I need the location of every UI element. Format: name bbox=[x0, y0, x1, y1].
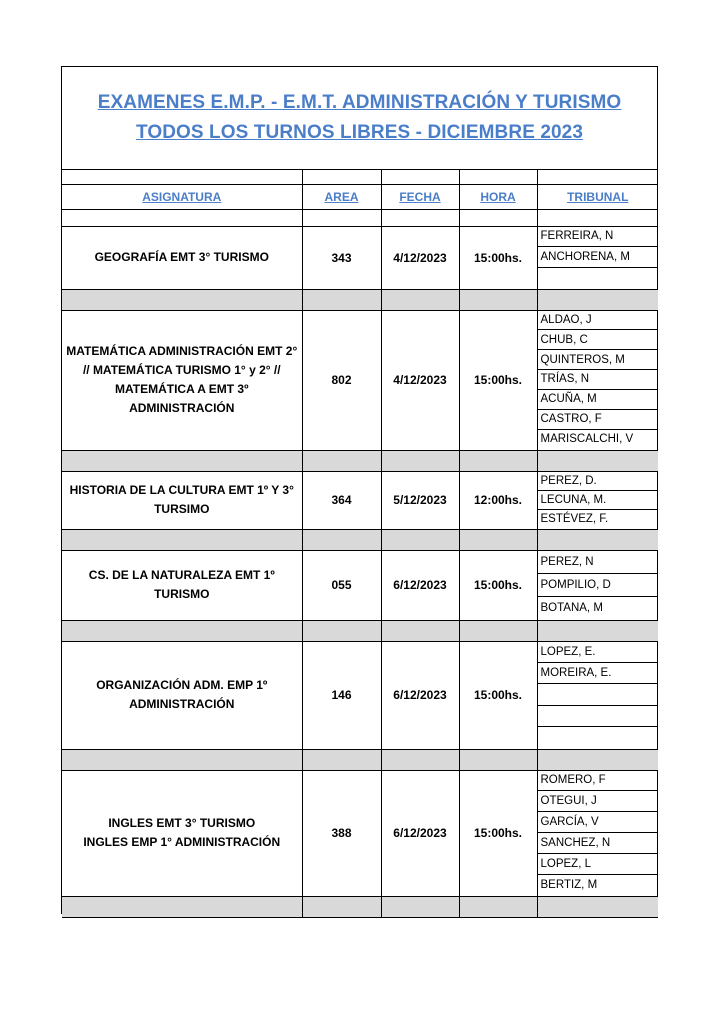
exam-time: 15:00hs. bbox=[459, 310, 537, 450]
exam-time: 15:00hs. bbox=[459, 641, 537, 749]
exam-time: 15:00hs. bbox=[459, 226, 537, 289]
separator-row bbox=[62, 620, 658, 641]
tribunal-member: QUINTEROS, M bbox=[538, 350, 659, 370]
exam-subject: CS. DE LA NATURALEZA EMT 1º TURISMO bbox=[62, 550, 302, 620]
tribunal-member bbox=[538, 727, 659, 748]
exam-area: 055 bbox=[302, 550, 381, 620]
exam-subject: MATEMÁTICA ADMINISTRACIÓN EMT 2° // MATEMÁTICA TURISMO 1° y 2° // MATEMÁTICA A EMT 3º ADMINISTRACIÓN bbox=[62, 310, 302, 450]
exam-time: 15:00hs. bbox=[459, 770, 537, 896]
exam-date: 6/12/2023 bbox=[381, 641, 459, 749]
header-area: AREA bbox=[302, 184, 381, 209]
tribunal-member: ROMERO, F bbox=[538, 771, 659, 792]
spacer-row bbox=[62, 209, 658, 226]
tribunal-member: BERTIZ, M bbox=[540, 879, 598, 892]
separator-row bbox=[62, 529, 658, 550]
tribunal-cell bbox=[537, 471, 658, 529]
tribunal-member: POMPILIO, D bbox=[538, 574, 659, 597]
tribunal-member bbox=[538, 684, 659, 705]
tribunal-member: LOPEZ, E. bbox=[538, 642, 659, 663]
exam-subject: GEOGRAFÍA EMT 3° TURISMO bbox=[62, 226, 302, 289]
exam-date: 4/12/2023 bbox=[381, 310, 459, 450]
tribunal-member: PEREZ, D. bbox=[538, 472, 659, 491]
title-block bbox=[62, 67, 657, 170]
header-fecha: FECHA bbox=[381, 184, 459, 209]
exam-date: 4/12/2023 bbox=[381, 226, 459, 289]
tribunal-member: MOREIRA, E. bbox=[538, 663, 659, 684]
tribunal-member: ANCHORENA, M bbox=[538, 247, 659, 268]
exam-area: 802 bbox=[302, 310, 381, 450]
tribunal-member: OTEGUI, J bbox=[538, 791, 659, 812]
title-line-1: EXAMENES E.M.P. - E.M.T. ADMINISTRACIÓN Y TURISMO bbox=[97, 92, 622, 113]
exam-subject: HISTORIA DE LA CULTURA EMT 1º Y 3° TURSIMO bbox=[62, 471, 302, 529]
separator-row bbox=[62, 450, 658, 471]
tribunal-cell bbox=[537, 310, 658, 450]
tribunal-member bbox=[538, 706, 659, 727]
tribunal-member: FERREIRA, N bbox=[538, 227, 659, 248]
exam-subject: ORGANIZACIÓN ADM. EMP 1º ADMINISTRACIÓN bbox=[62, 641, 302, 749]
spacer-row bbox=[62, 169, 658, 184]
tribunal-member: LOPEZ, L bbox=[538, 854, 659, 875]
exam-area: 146 bbox=[302, 641, 381, 749]
separator-row bbox=[62, 749, 658, 770]
tribunal-member: ESTÉVEZ, F. bbox=[540, 513, 609, 525]
exam-area: 343 bbox=[302, 226, 381, 289]
exam-row bbox=[62, 226, 658, 289]
tribunal-member bbox=[538, 268, 659, 289]
tribunal-cell bbox=[537, 770, 658, 896]
exam-row bbox=[62, 471, 658, 529]
tribunal-member: CASTRO, F bbox=[538, 410, 659, 430]
separator-row bbox=[62, 896, 658, 917]
tribunal-member: LECUNA, M. bbox=[538, 491, 659, 510]
exam-row bbox=[62, 770, 658, 896]
tribunal-member: TRÍAS, N bbox=[538, 370, 659, 390]
header-asignatura: ASIGNATURA bbox=[62, 184, 302, 209]
header-row bbox=[62, 184, 658, 209]
exam-schedule-sheet bbox=[61, 66, 658, 914]
title-line-2: TODOS LOS TURNOS LIBRES - DICIEMBRE 2023 bbox=[135, 122, 584, 143]
header-tribunal: TRIBUNAL bbox=[537, 184, 658, 209]
header-hora: HORA bbox=[459, 184, 537, 209]
tribunal-member: ACUÑA, M bbox=[538, 390, 659, 410]
exam-row bbox=[62, 550, 658, 620]
exam-table bbox=[62, 169, 658, 918]
exam-date: 6/12/2023 bbox=[381, 550, 459, 620]
exam-row bbox=[62, 310, 658, 450]
exam-area: 364 bbox=[302, 471, 381, 529]
exam-date: 6/12/2023 bbox=[381, 770, 459, 896]
exam-time: 15:00hs. bbox=[459, 550, 537, 620]
tribunal-member: SANCHEZ, N bbox=[538, 833, 659, 854]
exam-row bbox=[62, 641, 658, 749]
tribunal-member: PEREZ, N bbox=[538, 551, 659, 574]
exam-date: 5/12/2023 bbox=[381, 471, 459, 529]
tribunal-cell bbox=[537, 550, 658, 620]
tribunal-member: GARCÍA, V bbox=[538, 812, 659, 833]
tribunal-member: MARISCALCHI, V bbox=[540, 433, 634, 446]
exam-area: 388 bbox=[302, 770, 381, 896]
tribunal-cell bbox=[537, 641, 658, 749]
exam-time: 12:00hs. bbox=[459, 471, 537, 529]
separator-row bbox=[62, 289, 658, 310]
tribunal-member: CHUB, C bbox=[538, 330, 659, 350]
tribunal-member: ALDAO, J bbox=[538, 311, 659, 331]
tribunal-member: BOTANA, M bbox=[540, 602, 603, 614]
tribunal-cell bbox=[537, 226, 658, 289]
exam-subject: INGLES EMT 3° TURISMO INGLES EMP 1° ADMINISTRACIÓN bbox=[62, 770, 302, 896]
